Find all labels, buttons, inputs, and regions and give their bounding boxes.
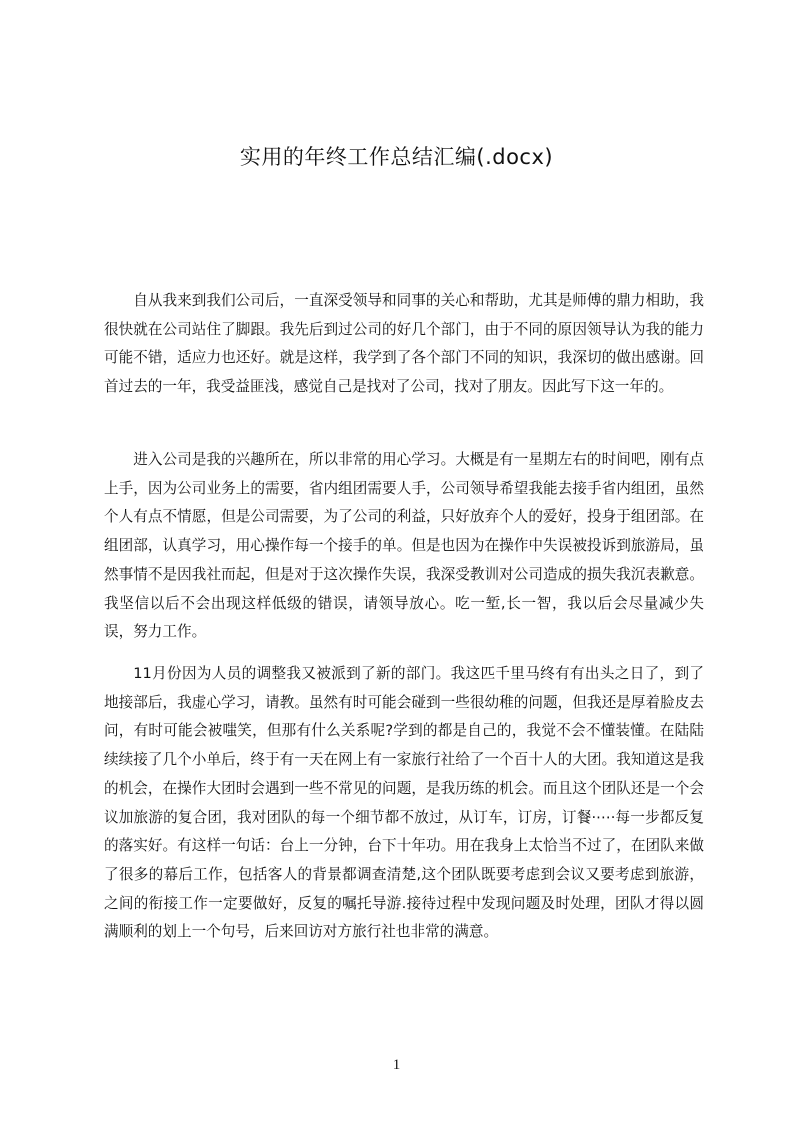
paragraph-intro: 自从我来到我们公司后，一直深受领导和同事的关心和帮助，尤其是师傅的鼎力相助，我很快就在公司站住了脚跟。我先后到过公司的好几个部门，由于不同的原因领导认为我的能力可能不错，适应力也还好。就是这样，我学到了各个部门不同的知识，我深切的做出感谢。回首过去的一年，我受益匪浅，感觉自己是找对了公司，找对了朋友。因此写下这一年的。 — [104, 292, 704, 396]
paragraph-group-tour: 进入公司是我的兴趣所在，所以非常的用心学习。大概是有一星期左右的时间吧，刚有点上手，因为公司业务上的需要，省内组团需要人手，公司领导希望我能去接手省内组团，虽然个人有点不情愿，但是公司需要，为了公司的利益，只好放弃个人的爱好，投身于组团部。在组团部，认真学习，用心操作每一个接手的单。但是也因为在操作中失误被投诉到旅游局，虽然事情不是因我社而起，但是对于这次操作失误，我深受教训对公司造成的损失我沉表歉意。我坚信以后不会出现这样低级的错误，请领导放心。吃一堑,长一智，我以后会尽量减少失误，努力工作。 — [104, 451, 704, 641]
page-number: 1 — [392, 1057, 401, 1073]
document-title: 实用的年终工作总结汇编(.docx) — [239, 145, 554, 169]
paragraph-local-tour: 11月份因为人员的调整我又被派到了新的部门。我这匹千里马终有有出头之日了，到了地接部后，我虚心学习，请教。虽然有时可能会碰到一些很幼稚的问题，但我还是厚着脸皮去问，有时可能会被嗤笑，但那有什么关系呢?学到的都是自己的，我觉不会不懂装懂。在陆陆续续接了几个小单后，终于有一天在网上有一家旅行社给了一个百十人的大团。我知道这是我的机会，在操作大团时会遇到一些不常见的问题，是我历练的机会。而且这个团队还是一个会议加旅游的复合团，我对团队的每一个细节都不放过，从订车，订房，订餐·⋯·每一步都反复的落实好。有这样一句话：台上一分钟，台下十年功。用在我身上太恰当不过了，在团队来做了很多的幕后工作，包括客人的背景都调查清楚,这个团队既要考虑到会议又要考虑到旅游，之间的衔接工作一定要做好，反复的嘱托导游.接待过程中发现问题及时处理，团队才得以圆满顺利的划上一个句号，后来回访对方旅行社也非常的满意。 — [104, 665, 704, 941]
